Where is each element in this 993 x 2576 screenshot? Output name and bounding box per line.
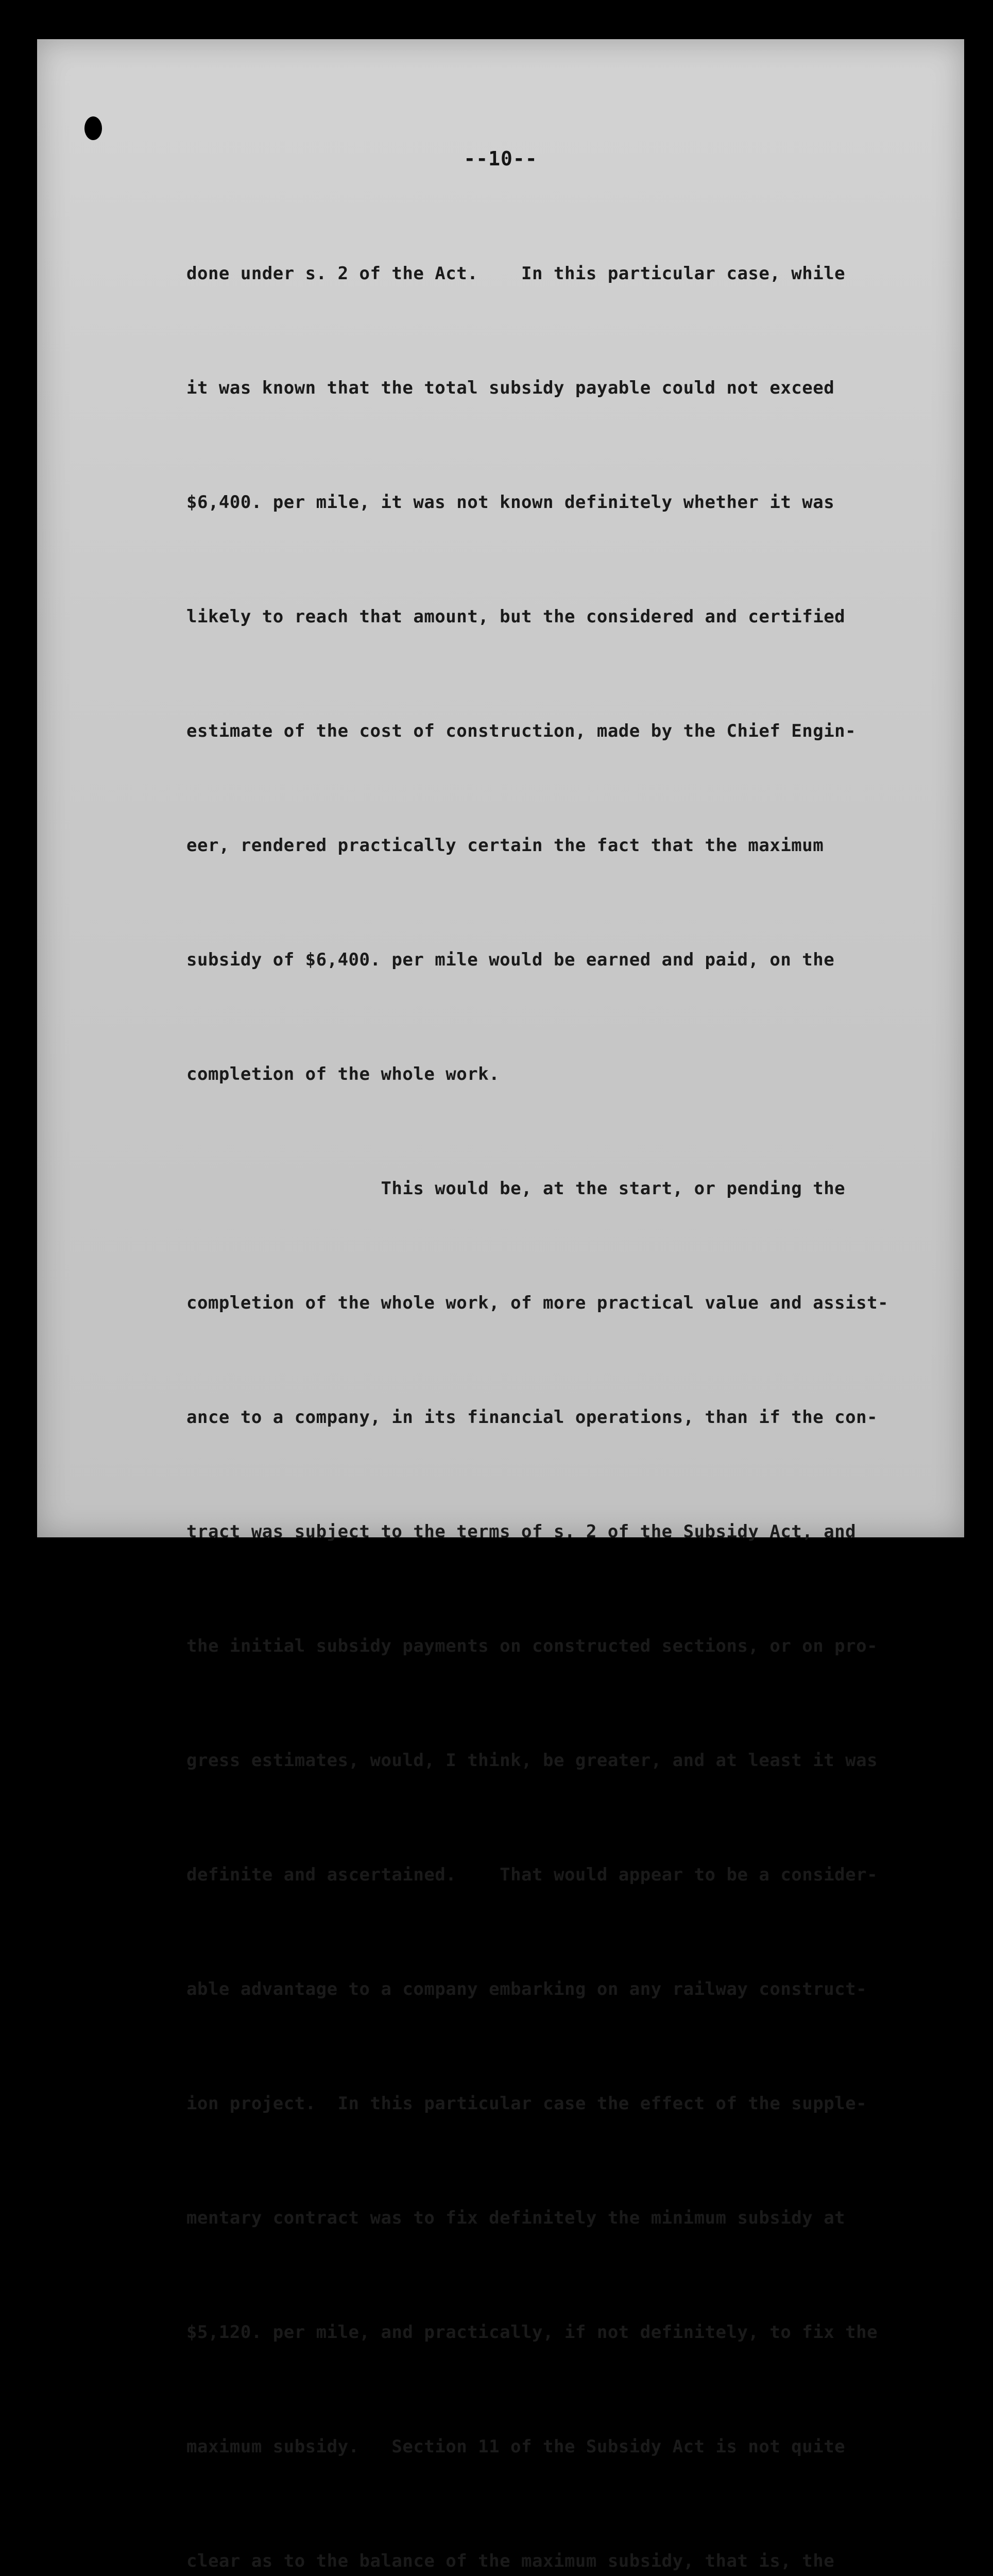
page-number: --10--: [464, 147, 538, 170]
text-line: maximum subsidy. Section 11 of the Subsidy Act is not quite: [186, 2436, 846, 2457]
text-line: definite and ascertained. That would appear to be a consider-: [186, 1865, 878, 1885]
text-line: tract was subject to the terms of s. 2 of the Subsidy Act, and: [186, 1521, 857, 1542]
punch-hole: [84, 116, 102, 140]
text-line: clear as to the balance of the maximum subsidy, that is, the: [186, 2551, 835, 2571]
text-line: able advantage to a company embarking on any railway construct-: [186, 1979, 867, 1999]
text-line: $6,400. per mile, it was not known definitely whether it was: [186, 492, 835, 513]
body-text: [186, 178, 990, 2576]
text-line: gress estimates, would, I think, be greater, and at least it was: [186, 1750, 878, 1771]
text-line: done under s. 2 of the Act. In this particular case, while: [186, 263, 846, 284]
text-line: ion project. In this particular case the effect of the supple-: [186, 2093, 867, 2114]
text-line: likely to reach that amount, but the considered and certified: [186, 606, 846, 627]
text-line: ance to a company, in its financial operations, than if the con-: [186, 1407, 878, 1428]
text-line: This would be, at the start, or pending the: [186, 1178, 846, 1199]
text-line: mentary contract was to fix definitely the minimum subsidy at: [186, 2208, 846, 2228]
text-line: completion of the whole work, of more practical value and assist-: [186, 1293, 889, 1313]
text-line: subsidy of $6,400. per mile would be earned and paid, on the: [186, 950, 835, 970]
text-line: completion of the whole work.: [186, 1064, 500, 1084]
text-line: estimate of the cost of construction, made by the Chief Engin-: [186, 721, 857, 741]
text-line: the initial subsidy payments on constructed sections, or on pro-: [186, 1636, 878, 1656]
text-line: $5,120. per mile, and practically, if not definitely, to fix the: [186, 2322, 878, 2343]
text-line: eer, rendered practically certain the fact that the maximum: [186, 835, 824, 856]
typewritten-page: [37, 39, 964, 2571]
text-line: it was known that the total subsidy payable could not exceed: [186, 378, 835, 398]
